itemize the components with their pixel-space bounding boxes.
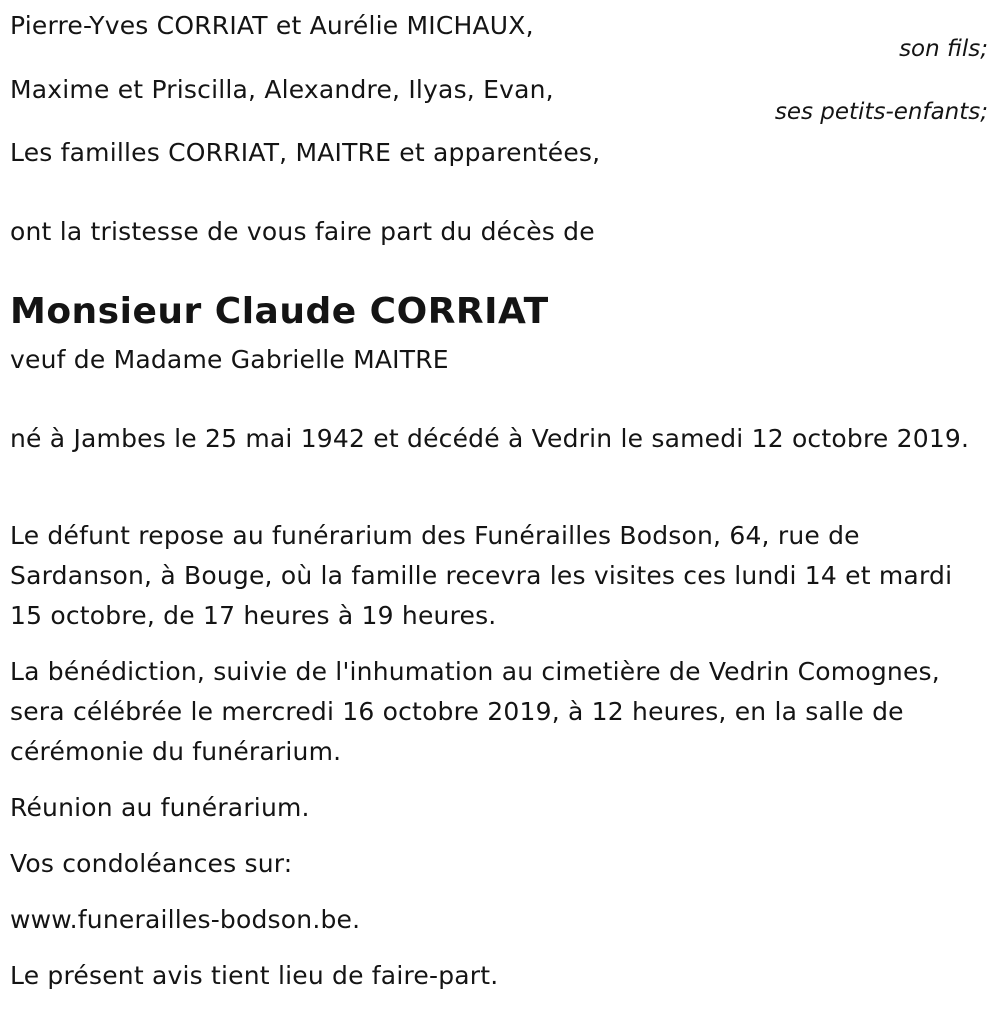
reunion-line: Réunion au funérarium. [10,793,310,822]
website-link[interactable]: www.funerailles-bodson.be. [10,905,361,934]
ceremony-paragraph: La bénédiction, suivie de l'inhumation au cimetière de Vedrin Comognes, sera célébrée le mercredi 16 octobre 2019, à 12 heures, en la salle de cérémonie du funérarium. [10,657,940,766]
grandchildren-role: ses petits-enfants; [774,99,988,125]
repose-paragraph: Le défunt repose au funérarium des Funérailles Bodson, 64, rue de Sardanson, à Bouge, où la famille recevra les visites ces lundi 14 et mardi 15 octobre, de 17 heures à 19 heures. [10,521,953,630]
deceased-name: Monsieur Claude CORRIAT [10,291,549,332]
grandchildren-names: Maxime et Priscilla, Alexandre, Ilyas, Evan, [10,75,554,104]
son-names: Pierre-Yves CORRIAT et Aurélie MICHAUX, [10,11,534,40]
son-role: son fils; [899,36,988,62]
widower-of: veuf de Madame Gabrielle MAITRE [10,345,449,374]
birth-death-paragraph: né à Jambes le 25 mai 1942 et décédé à Vedrin le samedi 12 octobre 2019. [10,424,970,453]
condolences-label: Vos condoléances sur: [10,849,293,878]
families-line: Les familles CORRIAT, MAITRE et apparentées, [10,138,601,167]
notice-line: Le présent avis tient lieu de faire-part. [10,961,499,990]
announcement-intro: ont la tristesse de vous faire part du décès de [10,217,595,246]
